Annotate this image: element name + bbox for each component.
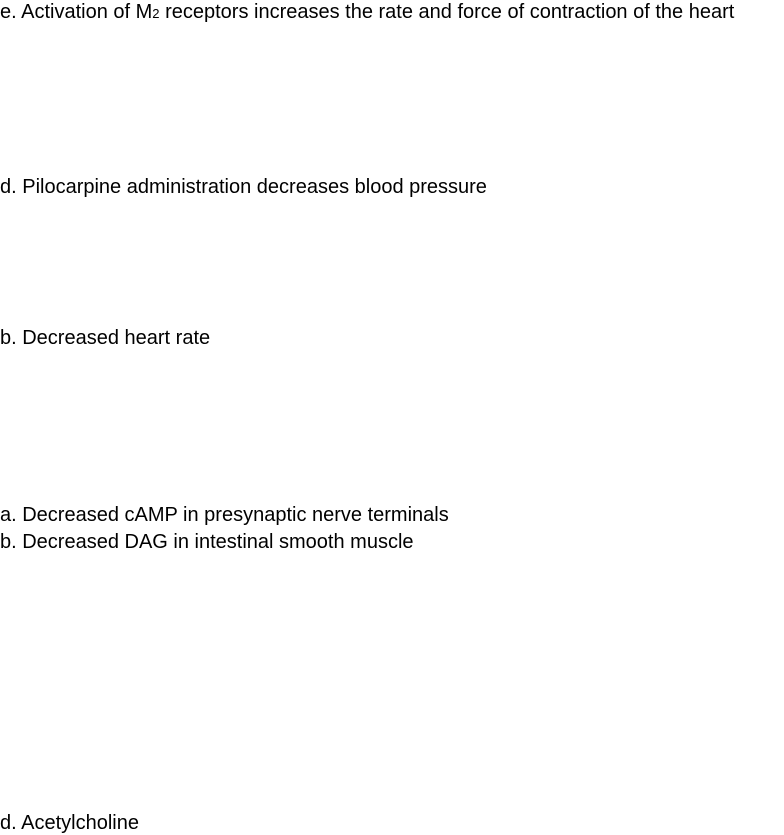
answer-line-6: d. Acetylcholine [0,812,139,834]
answer-line-1-suffix: receptors increases the rate and force of contraction of the heart [159,1,735,23]
answer-line-1 [0,0,734,24]
answer-line-3: b. Decreased heart rate [0,327,211,349]
answer-line-1-subscript: 2 [152,6,160,21]
answer-line-2: d. Pilocarpine administration decreases blood pressure [0,176,487,198]
answer-line-4: a. Decreased cAMP in presynaptic nerve terminals [0,504,449,526]
answer-line-5: b. Decreased DAG in intestinal smooth muscle [0,531,414,553]
answer-line-1-prefix: e. Activation of M [0,1,153,23]
